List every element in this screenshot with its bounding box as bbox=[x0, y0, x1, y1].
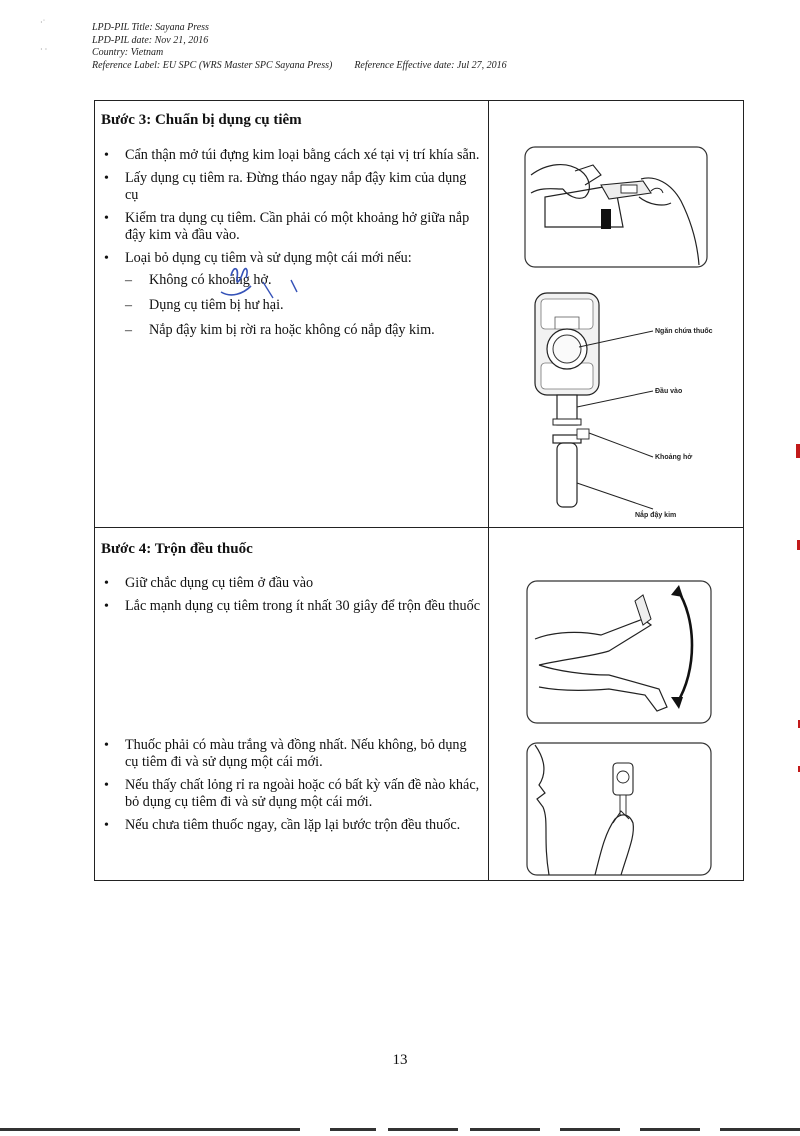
step3-title: Bước 3: Chuẩn bị dụng cụ tiêm bbox=[101, 112, 302, 128]
step4-bullet: • Nếu chưa tiêm thuốc ngay, cần lặp lại bước trộn đều thuốc. bbox=[101, 817, 481, 834]
header-reference-label: Reference Label: EU SPC (WRS Master SPC Sayana Press) bbox=[92, 59, 333, 71]
footer-scan-line bbox=[720, 1128, 800, 1131]
header-reference-effective: Reference Effective date: Jul 27, 2016 bbox=[354, 59, 507, 71]
step4-lower-bullet-list bbox=[101, 737, 481, 840]
step3-bullet: • Lấy dụng cụ tiêm ra. Đừng tháo ngay nắp đậy kim của dụng cụ bbox=[101, 170, 481, 204]
step4-bullet: • Giữ chắc dụng cụ tiêm ở đầu vào bbox=[101, 575, 481, 592]
step3-bullet: • Kiểm tra dụng cụ tiêm. Cần phải có một khoảng hở giữa nắp đậy kim và đầu vào. bbox=[101, 210, 481, 244]
header-title-line: LPD-PIL Title: Sayana Press bbox=[92, 22, 209, 33]
step3-bullet-text: Loại bỏ dụng cụ tiêm và sử dụng một cái mới nếu: bbox=[125, 250, 412, 266]
step4-bullet-list bbox=[101, 575, 481, 621]
injection-device-diagram bbox=[515, 287, 743, 523]
step3-bullet-list bbox=[101, 147, 481, 347]
open-pouch-illustration bbox=[523, 145, 709, 269]
label-reservoir: Ngăn chứa thuốc bbox=[655, 328, 713, 335]
label-needle-cap: Nắp đậy kim bbox=[635, 512, 677, 519]
footer-scan-line bbox=[330, 1128, 376, 1131]
label-port: Đầu vào bbox=[655, 388, 683, 395]
table-column-divider bbox=[488, 101, 489, 880]
page-number: 13 bbox=[392, 1052, 408, 1068]
table-row-divider bbox=[95, 527, 743, 528]
step3-bullet: • Cẩn thận mở túi đựng kim loại bằng cách xé tại vị trí khía sẵn. bbox=[101, 147, 481, 164]
instruction-table bbox=[94, 100, 744, 881]
label-gap: Khoảng hở bbox=[655, 454, 693, 461]
step4-bullet: • Lắc mạnh dụng cụ tiêm trong ít nhất 30 giây để trộn đều thuốc bbox=[101, 598, 481, 615]
step3-sub-bullet: – Nắp đậy kim bị rời ra hoặc không có nắp đậy kim. bbox=[125, 322, 481, 339]
step4-title: Bước 4: Trộn đều thuốc bbox=[101, 541, 253, 557]
footer-scan-line bbox=[470, 1128, 540, 1131]
footer-scan-line bbox=[640, 1128, 700, 1131]
edge-scan-mark bbox=[796, 444, 800, 458]
handwritten-annotation-icon bbox=[215, 264, 305, 304]
footer-scan-line bbox=[388, 1128, 458, 1131]
header-country-line: Country: Vietnam bbox=[92, 47, 164, 58]
scan-specks: ·˙ · · bbox=[40, 18, 48, 54]
inspect-device-illustration bbox=[525, 741, 713, 877]
shake-device-illustration bbox=[525, 579, 713, 725]
document-header bbox=[92, 22, 507, 72]
header-date-line: LPD-PIL date: Nov 21, 2016 bbox=[92, 34, 209, 46]
footer-scan-line bbox=[0, 1128, 300, 1131]
step4-bullet: • Nếu thấy chất lỏng rỉ ra ngoài hoặc có bất kỳ vấn đề nào khác, bỏ dụng cụ tiêm đi và sử dụng một cái mới. bbox=[101, 777, 481, 811]
header-reference-line bbox=[92, 60, 507, 73]
step3-sub-bullet: – Không có khoảng hở. bbox=[125, 272, 481, 289]
footer-scan-line bbox=[560, 1128, 620, 1131]
step3-sub-bullet: – Dụng cụ tiêm bị hư hại. bbox=[125, 297, 481, 314]
step4-bullet: • Thuốc phải có màu trắng và đồng nhất. Nếu không, bỏ dụng cụ tiêm đi và sử dụng một cái mới. bbox=[101, 737, 481, 771]
